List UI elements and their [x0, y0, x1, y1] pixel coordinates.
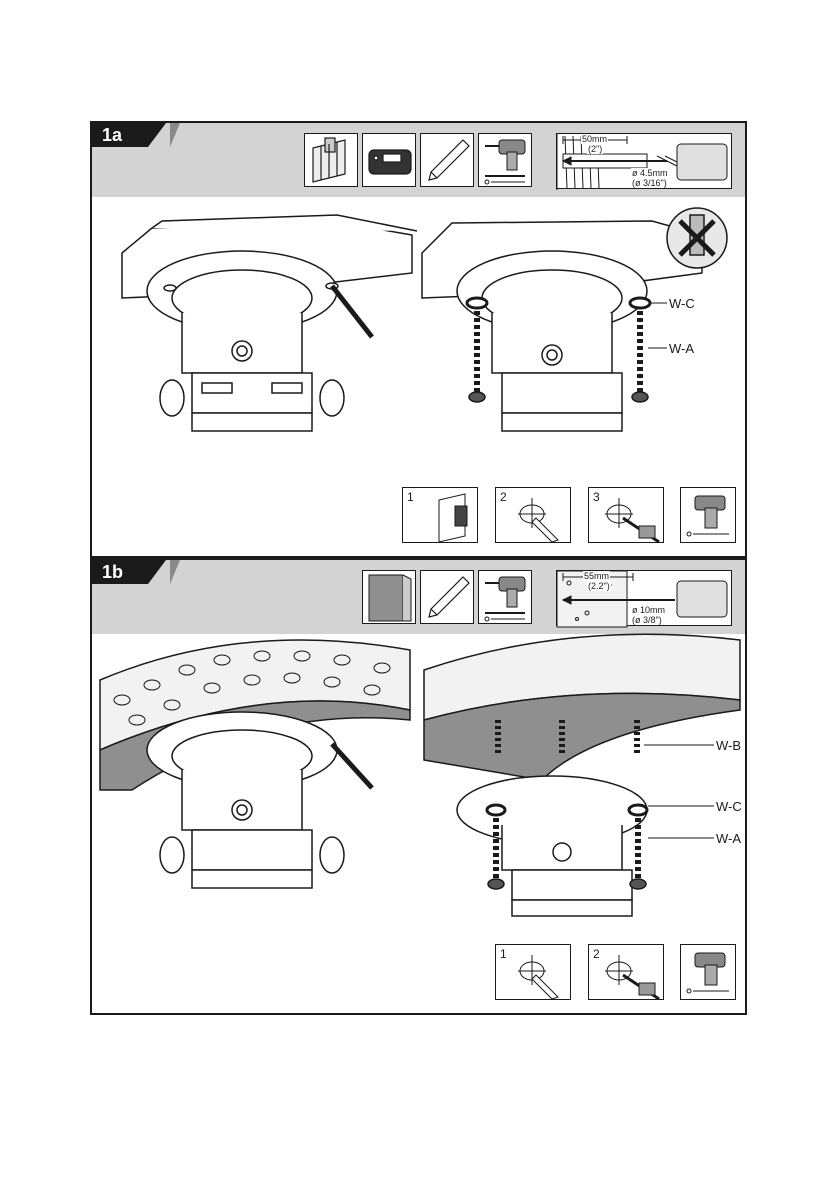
step-number: 3 [593, 490, 600, 504]
step-number: 2 [500, 490, 507, 504]
step-panel-1b [90, 558, 747, 1015]
diameter-in-label: (ø 3/8") [632, 615, 662, 625]
step-number: 2 [593, 947, 600, 961]
depth-mm-label: 50mm [582, 134, 608, 144]
step-box-drill-tool [680, 944, 736, 1000]
step-box-drill-tool [680, 487, 736, 543]
step-number: 1 [500, 947, 507, 961]
step-number: 1 [407, 490, 414, 504]
screw-label: W-A [669, 341, 695, 356]
step-panel-1a [90, 121, 747, 558]
screw-label: W-A [716, 831, 742, 846]
step-box-mark-hole [495, 944, 571, 1000]
diameter-mm-label: ø 10mm [632, 605, 666, 615]
washer-label: W-C [669, 296, 695, 311]
depth-mm-label: 55mm [584, 571, 610, 581]
depth-in-label: (2") [588, 144, 603, 154]
step-tag: 1b [92, 560, 148, 584]
step-box-drill-hole [588, 487, 664, 543]
washer-label: W-C [716, 799, 742, 814]
step-box-find-stud [402, 487, 478, 543]
depth-in-label: (2.2") [588, 581, 610, 591]
diameter-mm-label: ø 4.5mm [632, 168, 668, 178]
step-box-mark-hole [495, 487, 571, 543]
step-tag: 1a [92, 123, 148, 147]
diameter-in-label: (ø 3/16") [632, 178, 667, 188]
plug-label: W-B [716, 738, 742, 753]
no-plug-icon [667, 208, 727, 268]
step-box-drill-hole [588, 944, 664, 1000]
